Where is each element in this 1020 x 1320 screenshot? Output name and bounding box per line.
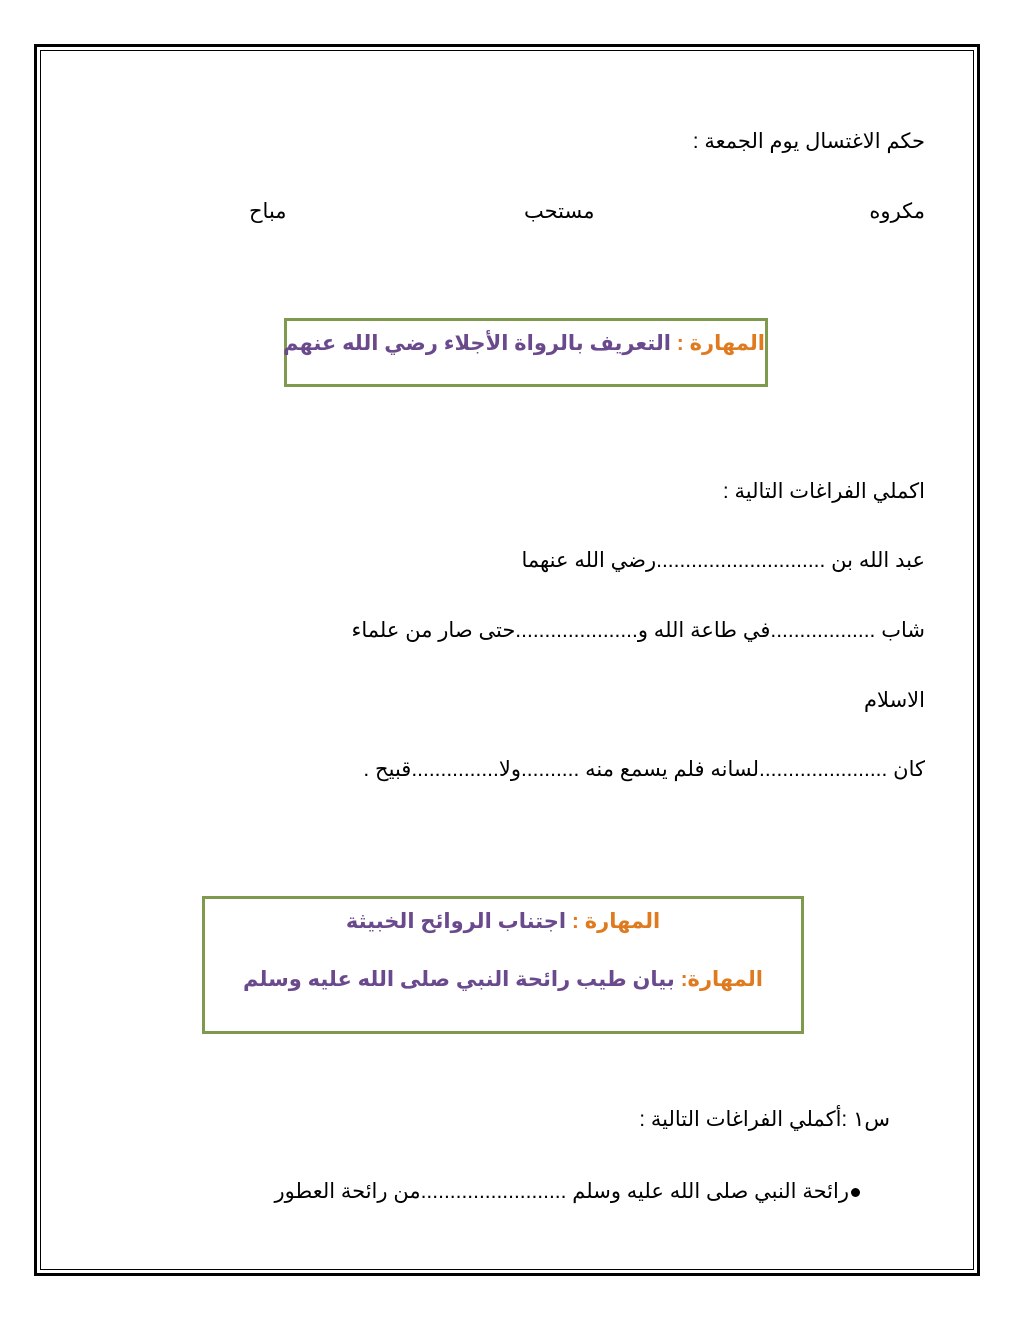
skill-heading-prophet-scent bbox=[205, 969, 801, 990]
skill-label: المهارة: bbox=[680, 968, 763, 991]
skill-label: المهارة : bbox=[571, 910, 661, 933]
option-mustahab: مستحب bbox=[524, 200, 595, 223]
question-1-title: س١ :أكملي الفراغات التالية : bbox=[639, 1108, 890, 1131]
skill-heading-narrators bbox=[282, 332, 765, 355]
skill-text: اجتناب الروائح الخبيثة bbox=[345, 910, 567, 933]
fill-blank-line-2: شاب ..................في طاعة الله و.....................حتى صار من علماء bbox=[351, 619, 925, 642]
fill-blanks-title: اكملي الفراغات التالية : bbox=[722, 480, 925, 503]
fill-blank-line-3: الاسلام bbox=[864, 689, 925, 712]
fill-blank-line-4: كان ......................لسانه فلم يسمع منه ..........ولا...............قبيح . bbox=[363, 758, 925, 781]
ruling-question-title: حكم الاغتسال يوم الجمعة : bbox=[692, 130, 925, 153]
bullet-icon bbox=[851, 1188, 860, 1197]
skill-heading-avoid-odors bbox=[205, 911, 801, 932]
option-makrooh: مكروه bbox=[869, 200, 925, 223]
question-1-bullet-1 bbox=[274, 1181, 860, 1202]
page-border-inner bbox=[40, 50, 974, 1270]
skill-box-odors bbox=[202, 896, 804, 1034]
bullet-text: رائحة النبي صلى الله عليه وسلم .........................من رائحة العطور bbox=[274, 1180, 849, 1203]
skill-text: بيان طيب رائحة النبي صلى الله عليه وسلم bbox=[243, 968, 675, 991]
skill-text: التعريف بالرواة الأجلاء رضي الله عنهم bbox=[282, 332, 671, 355]
skill-label: المهارة : bbox=[676, 332, 765, 355]
option-mubah: مباح bbox=[249, 200, 287, 223]
skill-box-narrators bbox=[284, 318, 768, 387]
fill-blank-line-1: عبد الله بن .............................رضي الله عنهما bbox=[521, 549, 925, 572]
